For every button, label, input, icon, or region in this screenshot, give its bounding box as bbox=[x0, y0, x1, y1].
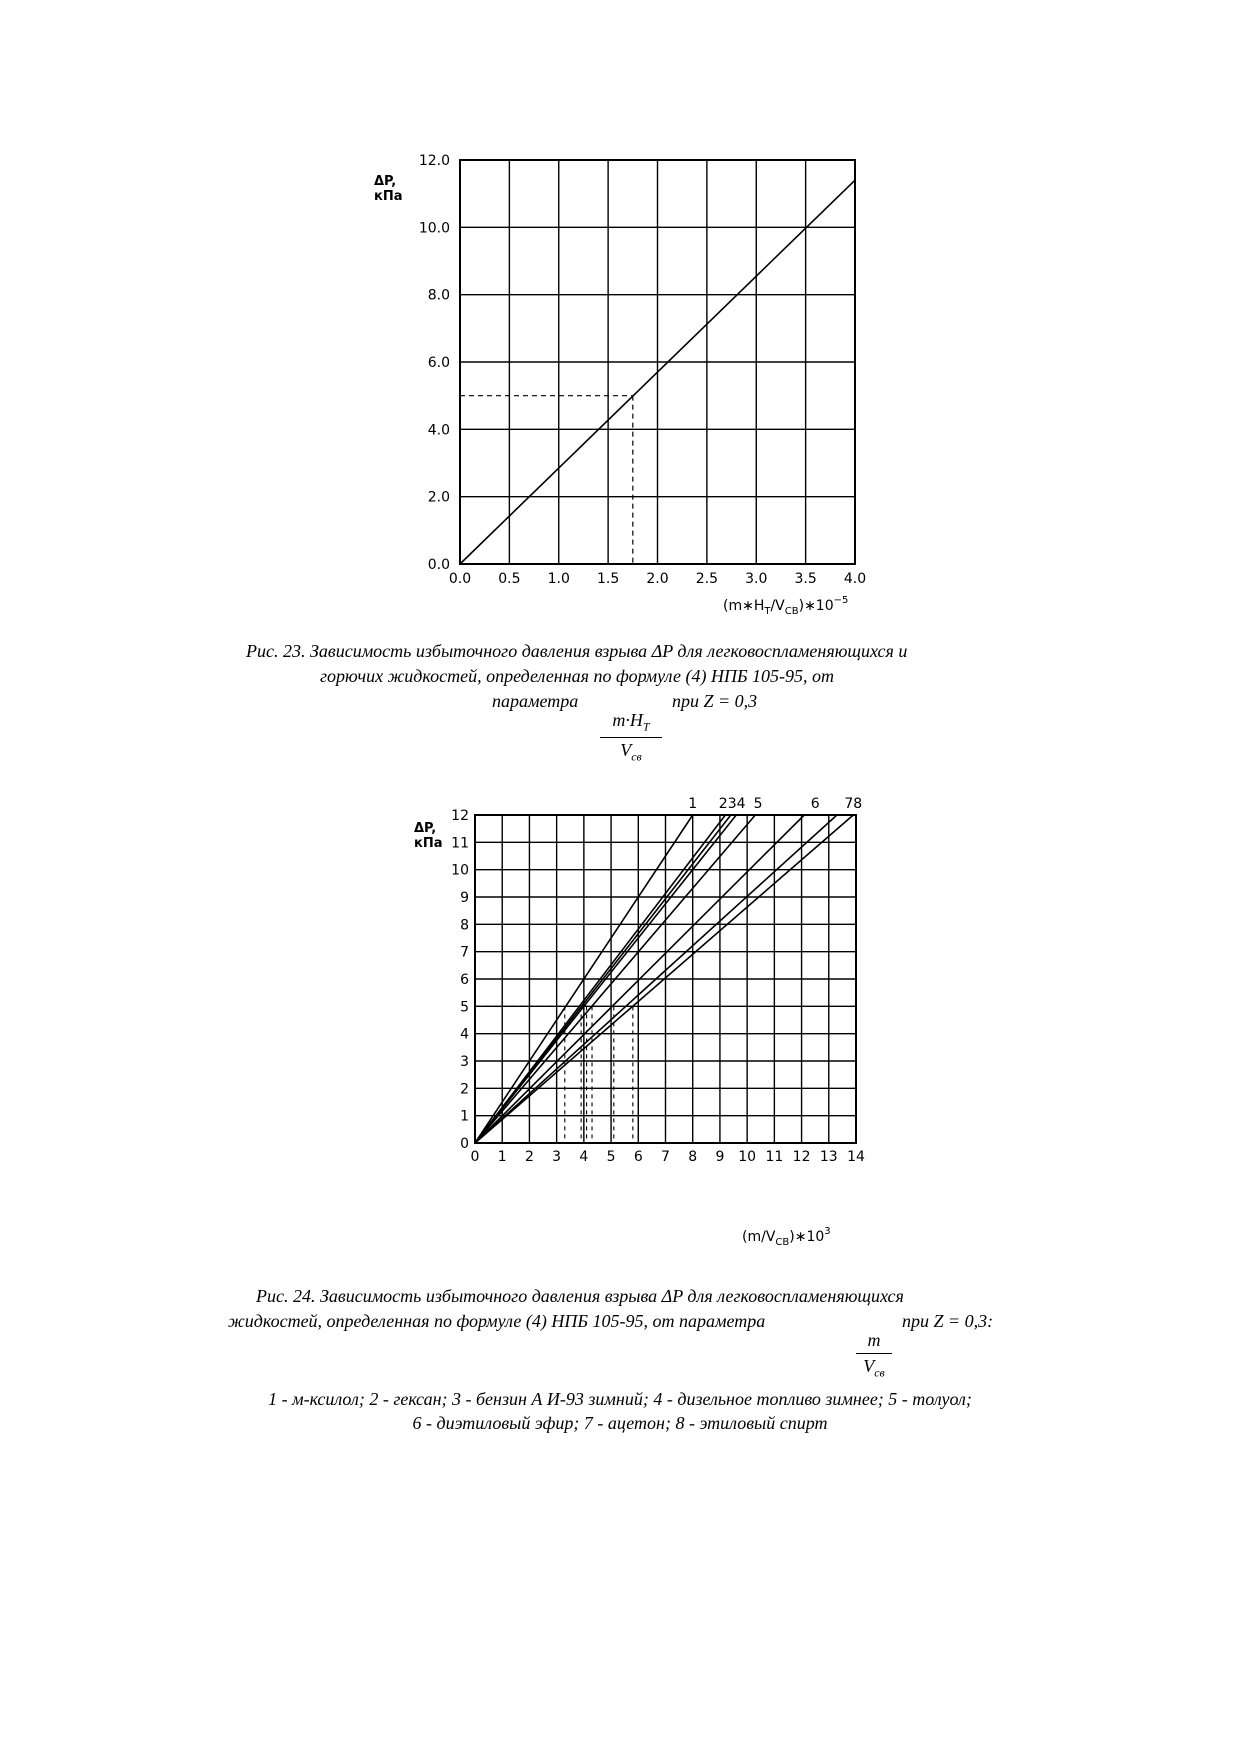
x-tick-label: 12 bbox=[792, 1149, 811, 1165]
y-tick-label: 6 bbox=[460, 972, 469, 988]
y-tick-label: 4 bbox=[460, 1026, 469, 1043]
x-tick-label: 1.0 bbox=[547, 571, 570, 587]
y-tick-label: 8 bbox=[460, 917, 469, 934]
x-tick-label: 8 bbox=[688, 1149, 698, 1165]
series-top-label: 234 bbox=[718, 796, 746, 812]
y-tick-label: 5 bbox=[460, 999, 469, 1016]
x-tick-label: 3 bbox=[552, 1149, 562, 1165]
y-tick-label: 2.0 bbox=[427, 489, 450, 506]
y-tick-label: 3 bbox=[460, 1054, 469, 1070]
chart-1-ylabel-line1: ΔP, bbox=[374, 174, 397, 189]
x-tick-label: 2.0 bbox=[646, 571, 669, 587]
chart-2-xlabel: $(m/V_{CB})∗10^3$ bbox=[742, 1226, 831, 1248]
chart-1-ylabel-line2: кПа bbox=[374, 189, 403, 204]
y-tick-label: 0.0 bbox=[427, 557, 450, 573]
x-tick-label: 10 bbox=[738, 1149, 757, 1165]
x-tick-label: 5 bbox=[606, 1149, 616, 1165]
x-tick-label: 4 bbox=[579, 1149, 589, 1165]
figure-1-parameter-fraction bbox=[600, 710, 662, 764]
x-tick-label: 14 bbox=[847, 1149, 865, 1165]
y-tick-label: 9 bbox=[460, 890, 469, 906]
x-tick-label: 9 bbox=[715, 1149, 725, 1165]
y-tick-label: 10.0 bbox=[418, 220, 450, 237]
x-tick-label: 0.0 bbox=[448, 571, 472, 587]
x-tick-label: 3.0 bbox=[745, 571, 768, 587]
x-tick-label: 4.0 bbox=[843, 571, 867, 587]
y-tick-label: 0 bbox=[460, 1136, 469, 1152]
figure-2-caption-line2b: при Z = 0,3: bbox=[902, 1311, 994, 1331]
series-top-label: 5 bbox=[753, 796, 763, 812]
figure-2-caption-line1: Рис. 24. Зависимость избыточного давления взрыва ΔP для легковоспламеняющихся bbox=[256, 1286, 904, 1306]
x-tick-label: 2.5 bbox=[695, 571, 719, 587]
fraction-denominator: $V_{св}$ bbox=[863, 1356, 885, 1380]
x-tick-label: 6 bbox=[633, 1149, 643, 1165]
fraction-denominator: $V_{св}$ bbox=[620, 739, 642, 764]
fraction-numerator: m bbox=[856, 1330, 892, 1354]
y-tick-label: 6.0 bbox=[427, 355, 450, 371]
series-top-label: 1 bbox=[688, 796, 698, 812]
figure-2-parameter-fraction bbox=[856, 1330, 892, 1381]
x-tick-label: 11 bbox=[765, 1149, 784, 1165]
x-tick-label: 7 bbox=[661, 1149, 670, 1165]
figure-1-caption-param: параметра bbox=[492, 691, 579, 711]
chart-2 bbox=[0, 792, 1240, 1262]
y-tick-label: 2 bbox=[460, 1081, 469, 1098]
y-tick-label: 12.0 bbox=[418, 153, 450, 169]
series-top-label: 78 bbox=[844, 796, 863, 812]
figure-2-legend-line2: 6 - диэтиловый эфир; 7 - ацетон; 8 - этиловый спирт bbox=[412, 1413, 828, 1433]
x-tick-label: 0 bbox=[470, 1149, 480, 1165]
y-tick-label: 12 bbox=[451, 808, 469, 824]
figure-2-caption-line2a: жидкостей, определенная по формуле (4) НПБ 105-95, от параметра bbox=[228, 1311, 766, 1331]
y-tick-label: 11 bbox=[451, 835, 469, 852]
figure-1-caption-cond: при Z = 0,3 bbox=[672, 691, 758, 711]
y-tick-label: 10 bbox=[451, 862, 469, 879]
x-tick-label: 2 bbox=[524, 1149, 534, 1165]
series-top-label: 6 bbox=[810, 796, 820, 812]
chart-2-ylabel-line1: ΔP, bbox=[414, 821, 437, 836]
figure-1-caption-line1: Рис. 23. Зависимость избыточного давления взрыва ΔP для легковоспламеняющихся и bbox=[246, 641, 908, 661]
y-tick-label: 1 bbox=[460, 1108, 469, 1125]
figure-2-legend-line1: 1 - м-ксилол; 2 - гексан; 3 - бензин А И-93 зимний; 4 - дизельное топливо зимнее; 5 - толуол; bbox=[268, 1389, 972, 1409]
chart-2-ylabel-line2: кПа bbox=[414, 836, 443, 851]
figure-1-caption-line2: горючих жидкостей, определенная по формуле (4) НПБ 105-95, от bbox=[320, 666, 835, 686]
x-tick-label: 1 bbox=[497, 1149, 507, 1165]
y-tick-label: 7 bbox=[460, 944, 469, 961]
x-tick-label: 0.5 bbox=[498, 571, 521, 587]
y-tick-label: 8.0 bbox=[427, 287, 450, 304]
fraction-numerator: $m\cdot H_T$ bbox=[600, 710, 662, 738]
chart-1-xlabel: $(m∗H_T/V_{CB})∗10^{-5}$ bbox=[723, 595, 849, 617]
y-tick-label: 4.0 bbox=[427, 422, 450, 439]
x-tick-label: 13 bbox=[819, 1149, 838, 1165]
x-tick-label: 1.5 bbox=[596, 571, 620, 587]
x-tick-label: 3.5 bbox=[794, 571, 817, 587]
